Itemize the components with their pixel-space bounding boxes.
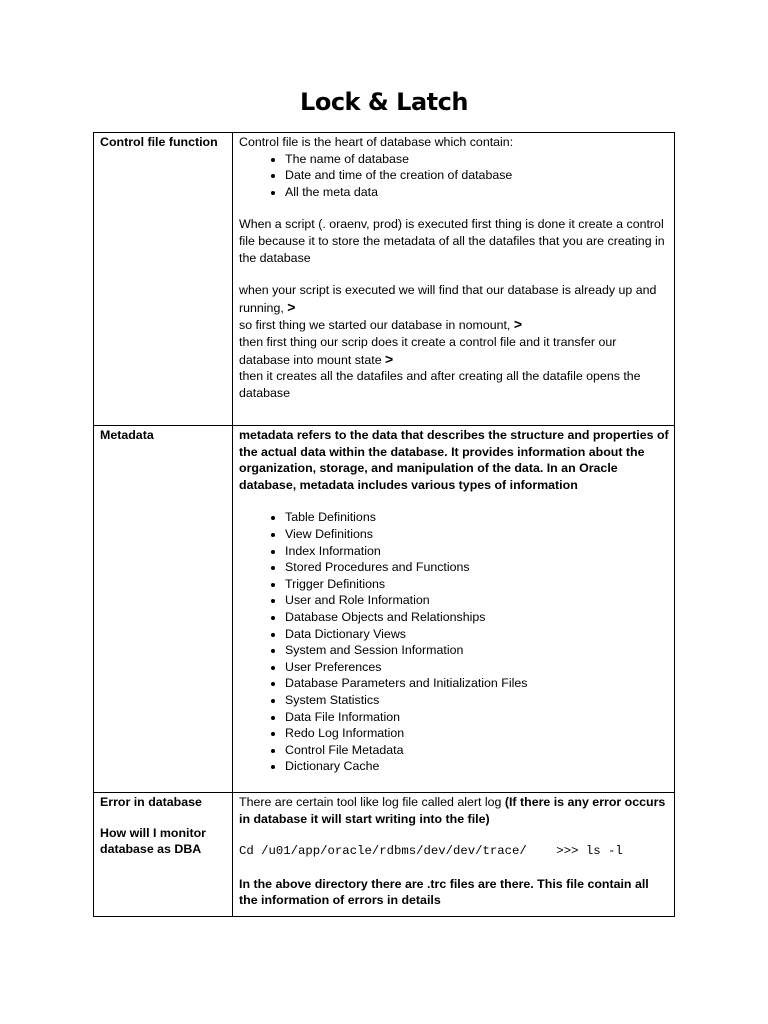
arrow-marker: > [287,298,296,315]
topic-cell [94,133,233,426]
closing-text: In the above directory there are .trc files are there. This file contain all the information of errors in details [239,876,649,908]
list-item: • The name of database [285,151,669,168]
list-item: • Data File Information [285,709,669,726]
list-item: • All the meta data [285,184,669,201]
table-row [94,133,675,426]
list-item: • Dictionary Cache [285,758,669,775]
paragraph [239,316,669,334]
list-item: • Database Objects and Relationships [285,609,669,626]
list-item: • View Definitions [285,526,669,543]
intro-text: metadata refers to the data that describes the structure and properties of the actual data within the database. It provides information about the organization, storage, and manipulation of the data. In an Oracle database, metadata includes various types of information [239,428,669,492]
notes-table [93,132,675,917]
intro-plain: There are certain tool like log file called alert log [239,795,505,809]
topic-cell [94,426,233,793]
paragraph-text: then first thing our scrip does it create a control file and it transfer our database into mount state [239,334,617,367]
table-row [94,793,675,917]
intro-text [239,793,669,827]
intro-bold: (If there is any error occurs in database it will start writing into the file) [239,795,666,826]
paragraph-text: when your script is executed we will find that our database is already up and running, [239,283,657,315]
topic-label: Metadata [100,428,154,442]
list-item: • Stored Procedures and Functions [285,559,669,576]
detail-cell [233,426,675,793]
list-item: • Redo Log Information [285,725,669,742]
list-item: • System and Session Information [285,642,669,659]
list-item: • Trigger Definitions [285,576,669,593]
paragraph [239,334,669,368]
page-title: Lock & Latch [300,88,468,116]
intro-text: Control file is the heart of database which contain: [239,135,514,149]
list-item: • User Preferences [285,659,669,676]
topic-cell [94,793,233,917]
list-item: • Table Definitions [285,509,669,526]
detail-cell [233,793,675,917]
command-line: Cd /u01/app/oracle/rdbms/dev/dev/trace/ >>> ls -l [239,844,623,859]
detail-cell [233,133,675,426]
list-item: • User and Role Information [285,592,669,609]
list-item: • Control File Metadata [285,742,669,759]
table-row [94,426,675,793]
paragraph-text: so first thing we started our database in nomount, [239,318,514,333]
list-item: • Date and time of the creation of database [285,167,669,184]
arrow-marker: > [513,316,523,333]
list-item: • System Statistics [285,692,669,709]
list-item: • Data Dictionary Views [285,626,669,643]
paragraph: When a script (. oraenv, prod) is executed first thing is done it create a control file because it to store the metadata of all the datafiles that you are creating in the database [239,217,665,265]
topic-label: Error in database [100,795,202,809]
bullet-list [239,509,669,775]
topic-label: Control file function [100,135,218,149]
list-item: • Database Parameters and Initialization Files [285,675,669,692]
list-item: • Index Information [285,543,669,560]
arrow-marker: > [385,350,394,367]
bullet-list [239,151,669,201]
paragraph [239,282,669,316]
paragraph: then it creates all the datafiles and after creating all the datafile opens the database [239,369,641,400]
topic-label: How will I monitor database as DBA [100,825,207,857]
